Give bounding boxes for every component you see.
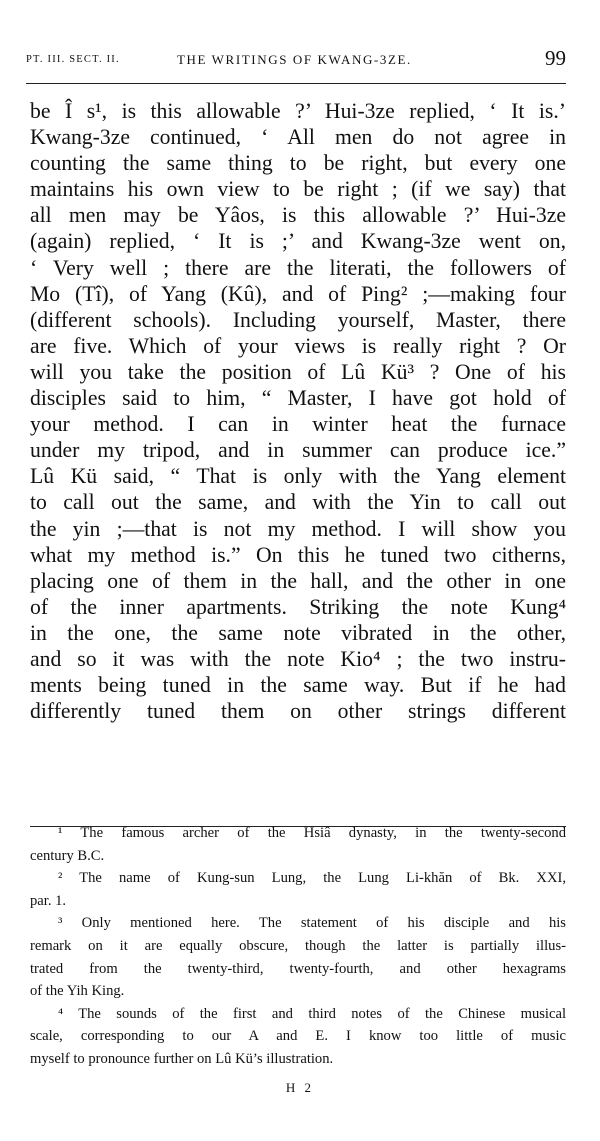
text-line: are five. Which of your views is really right ? Or bbox=[30, 333, 566, 358]
text-line: your method. I can in winter heat the furnace bbox=[30, 412, 566, 437]
text-line: placing one of them in the hall, and the other in one bbox=[30, 568, 566, 593]
footnote-line: ⁴ The sounds of the first and third notes of the Chinese musical bbox=[58, 1005, 566, 1022]
footnotes bbox=[30, 822, 566, 1071]
footnote-line: par. 1. bbox=[30, 892, 67, 909]
text-line: and so it was with the note Kio⁴ ; the two instru- bbox=[30, 646, 566, 671]
header-rule bbox=[26, 83, 566, 84]
text-line: all men may be Yâos, is this allowable ?’ Hui-3ze bbox=[30, 203, 566, 228]
running-head bbox=[26, 46, 566, 80]
footnote-line: scale, corresponding to our A and E. I know too little of music bbox=[30, 1028, 566, 1045]
footnote-line: century B.C. bbox=[30, 847, 105, 864]
text-line: ‘ Very well ; there are the literati, the followers of bbox=[30, 255, 566, 280]
text-line: Lû Kü said, “ That is only with the Yang element bbox=[30, 464, 566, 489]
running-head-part: PT. III. SECT. II. bbox=[26, 54, 120, 65]
signature-mark: H 2 bbox=[285, 1080, 315, 1095]
text-line: to call out the same, and with the Yin to call out bbox=[30, 490, 566, 515]
text-line: will you take the position of Lû Kü³ ? One of his bbox=[30, 359, 566, 384]
text-line: maintains his own view to be right ; (if we say) that bbox=[30, 177, 566, 202]
footnote-line: ² The name of Kung-sun Lung, the Lung Li-khăn of Bk. XXI, bbox=[58, 870, 566, 887]
text-line: the yin ;—that is not my method. I will show you bbox=[30, 516, 566, 541]
text-line: be Î s¹, is this allowable ?’ Hui-3ze replied, ‘ It is.’ bbox=[30, 99, 566, 123]
footnote-line: ¹ The famous archer of the Hsiâ dynasty, in the twenty-second bbox=[58, 825, 566, 841]
text-line: under my tripod, and in summer can produce ice.” bbox=[30, 438, 566, 463]
text-line: what my method is.” On this he tuned two citherns, bbox=[30, 542, 566, 567]
text-line: disciples said to him, “ Master, I have got hold of bbox=[30, 386, 566, 411]
text-line: ments being tuned in the same way. But if he had bbox=[30, 673, 566, 698]
text-line: of the inner apartments. Striking the note Kung⁴ bbox=[30, 594, 566, 619]
text-line: Mo (Tî), of Yang (Kû), and of Ping² ;—making four bbox=[30, 281, 566, 306]
text-line: differently tuned them on other strings different bbox=[30, 699, 566, 724]
text-line: (again) replied, ‘ It is ;’ and Kwang-3ze went on, bbox=[30, 229, 566, 254]
text-line: (different schools). Including yourself, Master, there bbox=[30, 307, 566, 332]
running-head-title: THE WRITINGS OF KWANG-3ZE. bbox=[177, 52, 412, 67]
page-number: 99 bbox=[545, 46, 566, 70]
text-line: Kwang-3ze continued, ‘ All men do not agree in bbox=[30, 125, 566, 150]
footnote-line: ³ Only mentioned here. The statement of his disciple and his bbox=[58, 915, 566, 932]
body-text bbox=[30, 98, 566, 724]
footnote-line: of the Yih King. bbox=[30, 983, 125, 1000]
footnote-line: myself to pronounce further on Lû Kü’s illustration. bbox=[30, 1050, 334, 1067]
footnote-line: trated from the twenty-third, twenty-fourth, and other hexagrams bbox=[30, 960, 566, 977]
text-line: counting the same thing to be right, but every one bbox=[30, 151, 566, 176]
footnote-line: remark on it are equally obscure, though the latter is partially illus- bbox=[30, 937, 566, 954]
text-line: in the one, the same note vibrated in the other, bbox=[30, 620, 566, 645]
